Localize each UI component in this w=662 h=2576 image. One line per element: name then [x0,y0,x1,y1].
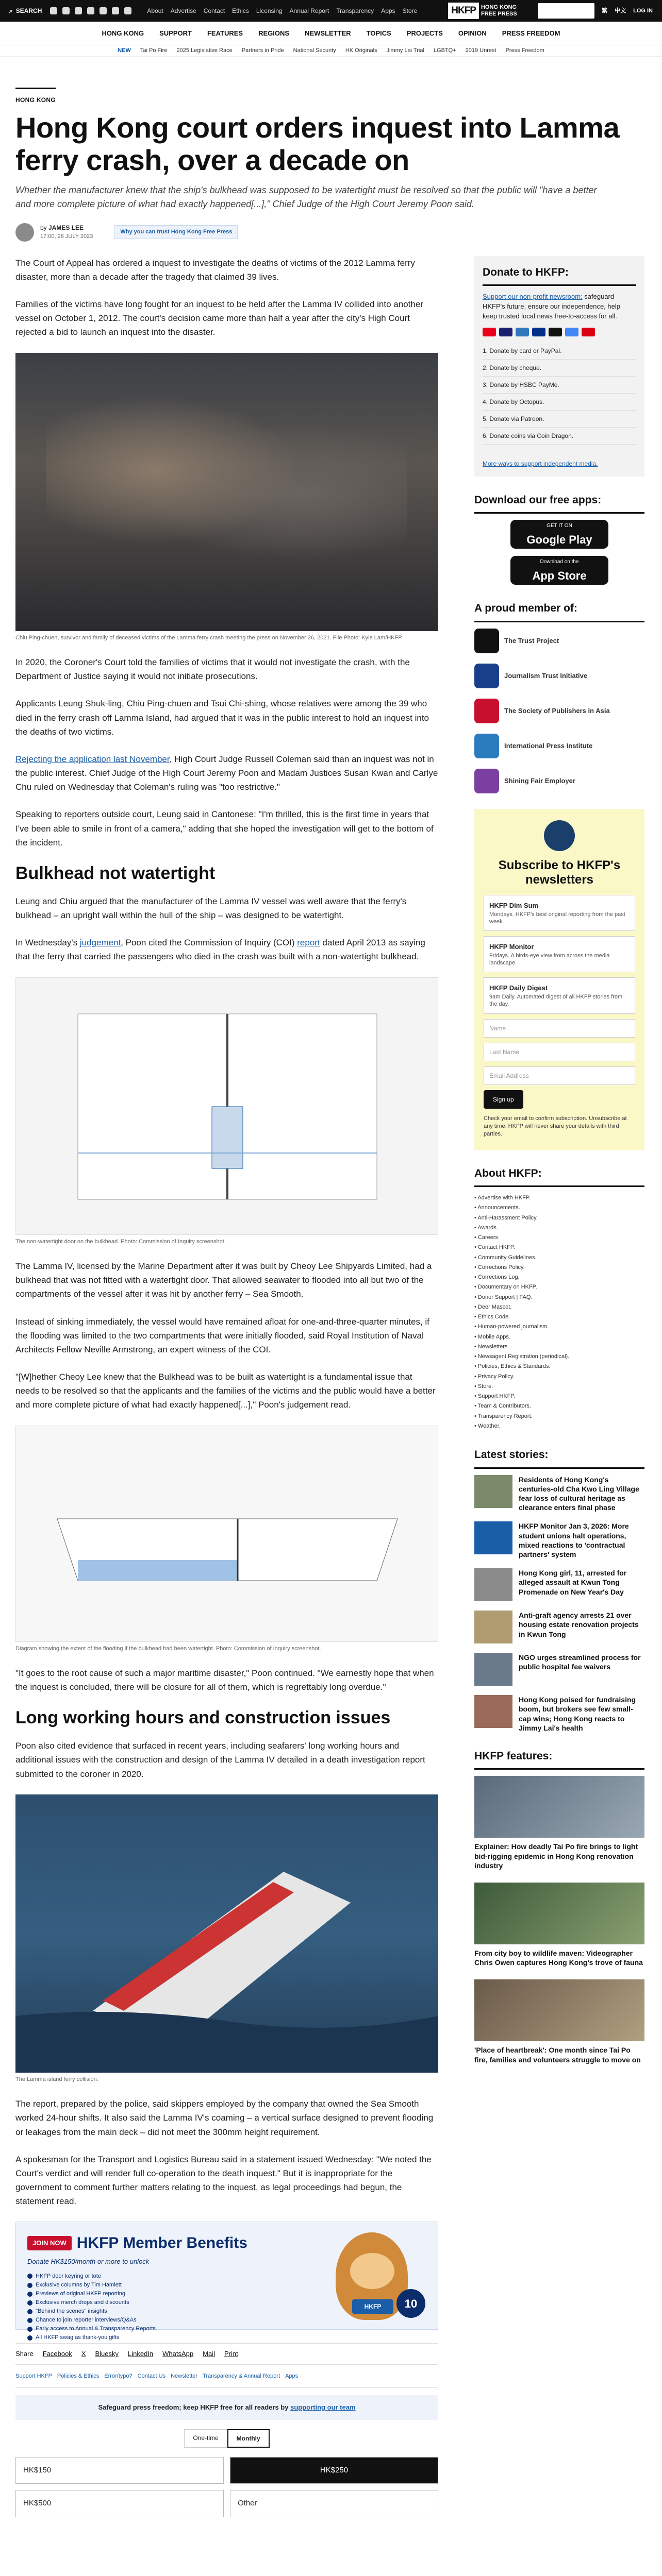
donate-option[interactable]: 3. Donate by HSBC PayMe. [483,377,636,394]
lang-chinese-link[interactable]: 中文 [615,7,626,14]
amex-icon [516,328,529,336]
login-link[interactable]: LOG IN [633,7,653,14]
about-link[interactable]: • Newsagent Registration (periodical). [474,1352,644,1362]
newsletter-widget [474,809,644,1150]
nav-topics[interactable]: TOPICS [366,29,391,37]
about-link[interactable]: • Careers. [474,1233,644,1243]
paragraph: Instead of sinking immediately, the vessel would have remained afloat for one-and-three-quarter minutes, if the flooding was limited to the two compartments that were initially flooded, said Royal Institution of Naval Architects Fellow Neville Armstrong, an expert witness of the COI. [15,1316,429,1354]
share-print[interactable]: Print [224,2350,238,2358]
footer-link[interactable]: Contact Us [137,2372,166,2379]
story-thumbnail [474,1568,512,1601]
utility-links [147,6,417,15]
tab-monthly[interactable]: Monthly [227,2429,270,2448]
apps-heading: Download our free apps: [474,492,644,514]
share-facebook[interactable]: Facebook [42,2350,72,2358]
nav-projects[interactable]: PROJECTS [406,29,443,37]
trending-link[interactable]: 2025 Legislative Race [176,47,233,54]
feature-image[interactable] [474,1979,644,2041]
about-link[interactable]: • Community Guidelines. [474,1253,644,1263]
applepay-icon [549,328,562,336]
latest-widget [474,1447,644,1733]
share-x[interactable]: X [81,2350,86,2358]
feature-title[interactable]: Explainer: How deadly Tai Po fire brings to light bid-rigging epidemic in Hong Kong renovation industry [474,1842,638,1870]
newsletter-bird-icon [544,820,575,851]
check-icon [27,2309,32,2314]
youtube-icon[interactable] [87,7,94,14]
amount-option[interactable]: HK$150 [15,2457,224,2484]
story-thumbnail [474,1611,512,1643]
caption: The Lamma island ferry collision. [15,2076,98,2082]
about-link[interactable]: • Privacy Policy. [474,1372,644,1382]
advertise-link[interactable]: Advertise [170,7,196,14]
figure-flooding [15,1426,438,1642]
member-benefits-banner[interactable] [15,2222,438,2341]
nav-hong-kong[interactable]: HONG KONG [102,29,144,37]
article-standfirst: Whether the manufacturer knew that the ship's bulkhead was supposed to be watertight must be resolved so that the public will "have a better and more complete picture of what had exactly happened[...]," Chief Judge of the High Court Jeremy Poon said. [15,185,597,209]
amount-option[interactable]: Other [230,2490,438,2517]
paragraph: In Wednesday's judgement, Poon cited the Commission of Inquiry (COI) report dated April 2013 as saying that the ferry that carried the passengers who died in the crash was built with a non-watertight bulkhead. [15,938,425,962]
feature-title[interactable]: 'Place of heartbreak': One month since Tai Po fire, families and volunteers struggle to move on [474,2046,641,2064]
report-link[interactable]: report [297,938,320,948]
ethics-link[interactable]: Ethics [232,7,249,14]
sopa-icon [474,699,499,723]
trust-project-icon [474,629,499,653]
member-org[interactable]: International Press Institute [474,734,644,758]
ipi-icon [474,734,499,758]
trending-link[interactable]: Press Freedom [505,47,544,54]
signup-button[interactable]: Sign up [484,1090,523,1109]
donation-frequency-tabs [15,2429,438,2448]
trending-link[interactable]: 2019 Unrest [465,47,496,54]
member-org[interactable]: Shining Fair Employer [474,769,644,793]
story-thumbnail [474,1521,512,1554]
benefit-list [27,2272,293,2342]
about-widget [474,1165,644,1432]
share-mail[interactable]: Mail [203,2350,215,2358]
share-bluesky[interactable]: Bluesky [95,2350,119,2358]
story-thumbnail [474,1695,512,1728]
figure-bulkhead [15,977,438,1235]
banner-subtitle: Donate HK$150/month or more to unlock [27,2258,150,2266]
store-link[interactable]: Store [402,7,418,14]
trending-link[interactable]: HK Originals [345,47,377,54]
about-link[interactable]: • Deer Mascot. [474,1302,644,1312]
footer-link[interactable]: Policies & Ethics [57,2372,100,2379]
jti-icon [474,664,499,688]
benefit-item: Early access to Annual & Transparency Reports [27,2325,293,2333]
donate-option[interactable]: 2. Donate by cheque. [483,360,636,377]
share-whatsapp[interactable]: WhatsApp [162,2350,194,2358]
donation-amounts [15,2457,438,2517]
donate-option[interactable]: 5. Donate via Patreon. [483,411,636,428]
paragraph: Leung and Chiu argued that the manufacturer of the Lamma IV vessel was well aware that the ferry's bulkhead – an upright wall within the hull of the ship – was designed to be watertight. [15,896,407,920]
author-avatar [15,223,34,242]
article-body [15,256,438,2517]
features-heading: HKFP features: [474,1748,644,1770]
paragraph: Speaking to reporters outside court, Leung said in Cantonese: "I'm thrilled, this is the first time in years that I've been able to smile in front of a camera," adding that she hoped the investigation will get to the bottom of the incident. [15,809,434,848]
benefit-item: Chance to join reporter interviews/Q&As [27,2316,293,2325]
telegram-icon[interactable] [112,7,119,14]
trending-link[interactable]: LGBTQ+ [433,47,456,54]
nav-press-freedom[interactable]: PRESS FREEDOM [502,29,560,37]
newsletter-option[interactable]: HKFP Daily Digest 9am Daily. Automated digest of all HKFP stories from the day. [484,977,635,1013]
paragraph: The Court of Appeal has ordered a inquest to investigate the deaths of victims of the 2012 Lamma ferry disaster, more than a decade after the tragedy that claimed 39 lives. [15,258,415,282]
benefit-item: Exclusive merch drops and discounts [27,2298,293,2307]
bulkhead-diagram-svg [16,978,439,1235]
article-title: Hong Kong court orders inquest into Lamma ferry crash, over a decade on [15,111,620,176]
social-links [50,7,131,14]
check-icon [27,2292,32,2297]
diagram-bulkhead [15,977,438,1235]
latest-story[interactable]: Hong Kong girl, 11, arrested for alleged assault at Kwun Tong Promenade on New Year's Day [474,1568,644,1601]
annual-report-link[interactable]: Annual Report [289,7,329,14]
sidebar [474,256,644,2517]
name-input[interactable]: Name [484,1019,635,1038]
mascot-shirt: HKFP [352,2299,393,2314]
article-wrapper [15,57,647,2517]
email-input[interactable]: Email Address [484,1066,635,1085]
photo-press-meeting [15,353,438,631]
fair-employer-icon [474,769,499,793]
support-team-link[interactable]: supporting our team [290,2403,356,2412]
newsletter-option[interactable]: HKFP Monitor Fridays. A birds-eye view from across the media landscape. [484,936,635,972]
new-label: NEW [118,47,131,54]
about-link[interactable]: • Team & Contributors. [474,1401,644,1411]
about-link[interactable]: • Policies, Ethics & Standards. [474,1362,644,1371]
more-ways-link[interactable]: More ways to support independent media. [483,460,598,467]
search-button[interactable]: ⌕ SEARCH [9,7,42,14]
paragraph: "It goes to the root cause of such a major maritime disaster," Poon continued. "We earnestly hope that when the inquest is concluded, there will be closure for all of them, which is regrettably long overdue." [15,1668,434,1692]
trust-button[interactable]: Why you can trust Hong Kong Free Press [114,225,238,239]
apps-link[interactable]: Apps [381,7,395,14]
visa-icon [499,328,512,336]
latest-story[interactable]: Anti-graft agency arrests 21 over housing estate renovation projects in Kwun Tong [474,1611,644,1643]
benefit-item: "Behind the scenes" insights [27,2307,293,2316]
paragraph: Rejecting the application last November, High Court Judge Russell Coleman said than an inquest was not in the public interest. Chief Judge of the High Court Jeremy Poon and Madam Justices Susan Kwan and Carlye Chu ruled on Wednesday that Coleman's ruling was "too restrictive." [15,754,438,792]
paragraph: "[W]hether Cheoy Lee knew that the Bulkhead was to be built as watertight is a fundamental issue that needs to be resolved so that the applicants and the families of the victims and the public would have a better and more complete picture of what had exactly happened[...]," Poon's judgement read. [15,1372,436,1410]
trending-link[interactable]: Jimmy Lai Trial [386,47,424,54]
licensing-link[interactable]: Licensing [256,7,283,14]
about-link[interactable]: • Transparency Report. [474,1412,644,1421]
feature-title[interactable]: From city boy to wildlife maven: Videographer Chris Owen captures Hong Kong's trove of fauna [474,1949,643,1967]
about-link[interactable]: • Ethics Code. [474,1312,644,1322]
benefit-item: All HKFP swag as thank-you gifts [27,2333,293,2342]
mastercard-icon [483,328,496,336]
check-icon [27,2300,32,2306]
article-category[interactable]: HONG KONG [15,88,56,105]
story-thumbnail [474,1653,512,1686]
section-heading: Bulkhead not watertight [15,863,216,884]
about-list [474,1193,644,1431]
deer-face [350,2253,394,2289]
caption: The non-watertight door on the bulkhead. Photo: Commission of Inquiry screenshot. [15,1238,226,1245]
about-link[interactable]: • Mobile Apps. [474,1332,644,1342]
about-heading: About HKFP: [474,1165,644,1188]
footer-link[interactable]: Transparency & Annual Report [203,2372,280,2379]
paragraph: Poon also cited evidence that surfaced in recent years, including seafarers' long working hours and additional issues with the construction and design of the Lamma IV detailed in a death investigation report submitted to the coroner in 2020. [15,1741,425,1779]
trending-bar [0,45,662,57]
donate-option[interactable]: 4. Donate by Octopus. [483,394,636,411]
share-bar [15,2343,438,2365]
donate-option[interactable]: 6. Donate coins via Coin Dragon. [483,428,636,445]
member-heading: A proud member of: [474,600,644,622]
byline: by JAMES LEE 17:00, 26 JULY 2023 Why you can trust Hong Kong Free Press [15,223,647,250]
support-newsroom-link[interactable]: Support our non-profit newsroom: [483,293,583,301]
apps-widget [474,492,644,585]
member-org[interactable]: Journalism Trust Initiative [474,664,644,688]
footer-link[interactable]: Apps [285,2372,299,2379]
about-link[interactable]: • Donor Support | FAQ. [474,1293,644,1302]
nav-opinion[interactable]: OPINION [458,29,487,37]
feature-image[interactable] [474,1776,644,1838]
main-nav [0,22,662,45]
google-play-button[interactable]: GET IT ON Google Play [510,520,608,549]
donate-option[interactable]: 1. Donate by card or PayPal. [483,343,636,360]
section-heading: Long working hours and construction issues [15,1708,391,1728]
anniversary-badge: 10 [396,2289,425,2318]
latest-story[interactable]: HKFP Monitor Jan 3, 2026: More student unions halt operations, mixed reactions to 'contractual partners' system [474,1521,644,1559]
instagram-icon[interactable] [75,7,82,14]
app-store-button[interactable]: Download on the App Store [510,556,608,585]
inline-link[interactable]: Rejecting the application last November [15,754,170,764]
newsletter-heading: Subscribe to HKFP's newsletters [498,858,621,887]
facebook-icon[interactable] [50,7,57,14]
about-link[interactable]: • Newsletters. [474,1342,644,1352]
about-link[interactable]: • Support HKFP. [474,1392,644,1401]
paragraph: A spokesman for the Transport and Logistics Bureau said in a statement issued Wednesday: "We noted the Court's verdict and will render full co-operation to the death inquest." But it is inappropriate for the government to comment further matters relating to the inquest, as legal proceedings had begun, the statement read. [15,2154,432,2207]
ferry-photo-svg [15,1794,438,2073]
lang-traditional-link[interactable]: 繁 [602,7,608,14]
features-widget [474,1748,644,2064]
latest-heading: Latest stories: [474,1447,644,1469]
newsletter-option[interactable]: HKFP Dim Sum Mondays. HKFP's best original reporting from the past week. [484,895,635,931]
x-icon[interactable] [62,7,70,14]
photo-ferry [15,1794,438,2073]
check-icon [27,2335,32,2341]
about-link[interactable]: • Awards. [474,1223,644,1233]
nav-newsletter[interactable]: NEWSLETTER [305,29,351,37]
nav-features[interactable]: FEATURES [207,29,243,37]
about-link[interactable]: • Store. [474,1382,644,1392]
paragraph: In 2020, the Coroner's Court told the families of victims that it would not investigate the crash, with the Department of Justice saying it would not initiate prosecutions. [15,657,410,682]
trending-link[interactable]: Tai Po Fire [140,47,168,54]
footer-link[interactable]: Error/typo? [104,2372,133,2379]
figure-ferry [15,1794,438,2073]
newsletter-disclaimer: Check your email to confirm subscription. Unsubscribe at any time. HKFP will never share your details with third parties. [484,1115,627,1138]
flooding-diagram-svg [16,1426,439,1642]
paragraph: The report, prepared by the police, said skippers employed by the company that owned the Sea Smooth worked 24-hour shifts. It also said the Lamma IV's coaming – a vertical surface designed to prevent flooding or leakages from the main deck – did not meet the 300mm height requirement. [15,2099,434,2137]
tab-one-time[interactable]: One-time [184,2429,227,2448]
article-footer-links [15,2372,438,2388]
check-icon [27,2274,32,2279]
benefit-item: HKFP door keyring or tote [27,2272,293,2281]
about-link[interactable]: • Anti-Harassment Policy. [474,1213,644,1223]
figure-press-meeting [15,353,438,631]
about-link[interactable]: • Corrections Policy. [474,1263,644,1273]
footer-link[interactable]: Newsletter [171,2372,198,2379]
share-label: Share [15,2350,34,2358]
contact-link[interactable]: Contact [203,7,225,14]
check-icon [27,2283,32,2288]
nav-regions[interactable]: REGIONS [258,29,290,37]
support-hkfp-button[interactable]: SUPPORT HKFP [538,3,594,19]
diagram-flooding [15,1426,438,1642]
transparency-link[interactable]: Transparency [336,7,374,14]
payment-methods [483,328,636,336]
donate-heading: Donate to HKFP: [483,264,636,286]
publish-date: 17:00, 26 JULY 2023 [40,233,93,240]
join-now-button[interactable]: JOIN NOW [27,2236,72,2250]
share-linkedin[interactable]: LinkedIn [128,2350,154,2358]
about-link[interactable]: • Human-powered journalism. [474,1322,644,1332]
latest-story[interactable]: Residents of Hong Kong's centuries-old Cha Kwo Ling Village fear loss of cultural heritage as clearance enters final phase [474,1475,644,1513]
payme-icon [582,328,595,336]
about-link[interactable]: • Corrections Log. [474,1273,644,1282]
banner-title: HKFP Member Benefits [76,2234,247,2252]
about-link[interactable]: • Announcements. [474,1203,644,1213]
footer-link[interactable]: Support HKFP [15,2372,52,2379]
trending-link[interactable]: Partners in Pride [241,47,284,54]
check-icon [27,2327,32,2332]
paragraph: The Lamma IV, licensed by the Marine Department after it was built by Cheoy Lee Shipyards Limited, had a bulkhead that was not fitted with a watertight door. That allowed seawater to flooded into all but two of the compartments of the vessel after it was hit by another ferry – Sea Smooth. [15,1261,432,1299]
membership-widget [474,600,644,793]
check-icon [27,2318,32,2323]
donate-widget: Donate to HKFP: Support our non-profit newsroom: safeguard HKFP's future, ensure our independence, help keep trusted local news free-to-access for all. 1. Donate by card or PayPal. 2. Donate by cheque. 3. Donate by HSBC PayMe. 4. Donate by Octopus. 5. Donate via Patreon. 6. Donate coins via Coin Dragon. More ways to support independent media. [474,256,644,477]
last-name-input[interactable]: Last Name [484,1043,635,1061]
member-org[interactable]: The Society of Publishers in Asia [474,699,644,723]
latest-story[interactable]: NGO urges streamlined process for public hospital fee waivers [474,1653,644,1686]
judgement-link[interactable]: judgement [79,938,121,948]
caption: Chiu Ping-chuen, survivor and family of deceased victims of the Lamma ferry crash meeting the press on November 26, 2021. File Photo: Kyle Lam/HKFP. [15,634,403,641]
amount-option[interactable]: HK$500 [15,2490,224,2517]
amount-option-selected[interactable]: HK$250 [230,2457,438,2484]
rss-icon[interactable] [124,7,131,14]
feature-image[interactable] [474,1883,644,1944]
trending-link[interactable]: National Security [293,47,336,54]
about-link[interactable]: • Advertise with HKFP. [474,1193,644,1203]
benefit-item: Exclusive columns by Tim Hamlett [27,2281,293,2290]
member-org[interactable]: The Trust Project [474,629,644,653]
about-link[interactable]: About [147,7,163,14]
nav-support[interactable]: SUPPORT [159,29,192,37]
safeguard-notice: Safeguard press freedom; keep HKFP free for all readers by supporting our team [15,2395,438,2420]
author-name[interactable]: JAMES LEE [48,224,84,232]
top-bar [0,0,662,22]
about-link[interactable]: • Documentary on HKFP. [474,1282,644,1292]
paragraph: Families of the victims have long fought for an inquest to be held after the Lamma IV collided into another vessel on October 1, 2012. The court's decision came more than half a year after the city's High Court rejected a bid to launch an inquest into the disaster. [15,299,423,337]
linkedin-icon[interactable] [100,7,107,14]
latest-story[interactable]: Hong Kong poised for fundraising boom, but brokers see few small-cap wins; Hong Kong reacts to Jimmy Lai's health [474,1695,644,1733]
paypal-icon [532,328,545,336]
googlepay-icon [565,328,578,336]
story-thumbnail [474,1475,512,1508]
paragraph: Applicants Leung Shuk-ling, Chiu Ping-chuen and Tsui Chi-shing, whose relatives were among the 39 who died in the ferry crash off Lamma Island, had argued that it was in the public interest to hold an inquest into the deaths of two victims. [15,699,429,737]
caption: Diagram showing the extent of the flooding if the bulkhead had been watertight. Photo: Commission of Inquiry screenshot. [15,1645,321,1652]
about-link[interactable]: • Contact HKFP. [474,1243,644,1252]
search-icon: ⌕ [9,7,13,14]
site-logo[interactable]: HKFP HONG KONG FREE PRESS [448,3,517,20]
benefit-item: Previews of original HKFP reporting [27,2290,293,2298]
about-link[interactable]: • Weather. [474,1421,644,1431]
